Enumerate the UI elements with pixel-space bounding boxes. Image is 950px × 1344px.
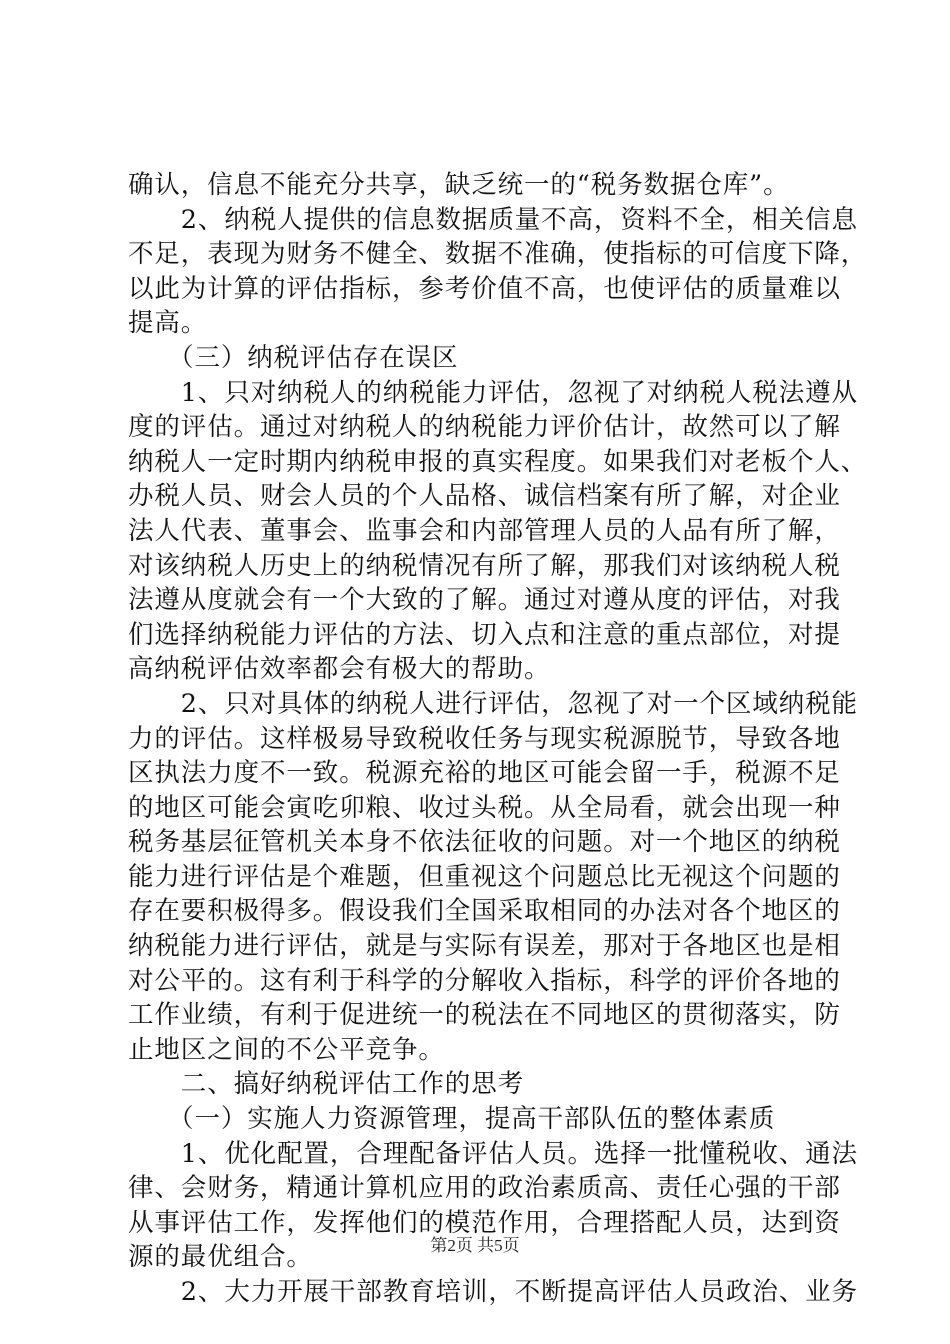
text-line: 纳税能力进行评估，就是与实际有误差，那对于各地区也是相 [128, 931, 841, 962]
text-line: 2、大力开展干部教育培训，不断提高评估人员政治、业务 [128, 1277, 858, 1307]
text-line: 的地区可能会寅吃卯粮、收过头税。从全局看，就会出现一种 [128, 792, 841, 823]
text-line: 1、只对纳税人的纳税能力评估，忽视了对纳税人税法遵从 [128, 377, 858, 408]
text-line: 工作业绩，有利于促进统一的税法在不同地区的贯彻落实，防 [128, 1000, 841, 1031]
text-line: 法人代表、董事会、监事会和内部管理人员的人品有所了解， [128, 515, 841, 546]
text-line: 们选择纳税能力评估的方法、切入点和注意的重点部位，对提 [128, 619, 841, 650]
text-line: 从事评估工作，发挥他们的模范作用，合理搭配人员，达到资 [128, 1207, 841, 1238]
text-line: 不足，表现为财务不健全、数据不准确，使指标的可信度下降， [128, 239, 868, 270]
text-line: 能力进行评估是个难题，但重视这个问题总比无视这个问题的 [128, 861, 841, 892]
text-line: 止地区之间的不公平竞争。 [128, 1034, 445, 1065]
text-line: 律、会财务，精通计算机应用的政治素质高、责任心强的干部 [128, 1173, 841, 1204]
text-line: 度的评估。通过对纳税人的纳税能力评价估计，故然可以了解 [128, 412, 841, 443]
text-line: 确认，信息不能充分共享，缺乏统一的“税务数据仓库”。 [128, 170, 790, 200]
text-line: 2、纳税人提供的信息数据质量不高，资料不全，相关信息 [128, 204, 858, 235]
text-line: 税务基层征管机关本身不依法征收的问题。对一个地区的纳税 [128, 827, 841, 858]
text-line: 以此为计算的评估指标，参考价值不高，也使评估的质量难以 [128, 273, 841, 304]
text-line: 力的评估。这样极易导致税收任务与现实税源脱节，导致各地 [128, 723, 841, 754]
text-line: 高纳税评估效率都会有极大的帮助。 [128, 654, 551, 685]
text-line: 源的最优组合。 [128, 1242, 313, 1273]
text-line: 1、优化配置，合理配备评估人员。选择一批懂税收、通法 [128, 1138, 858, 1169]
text-line: 二、搞好纳税评估工作的思考 [128, 1069, 525, 1100]
document-body [128, 168, 868, 1310]
text-line: 纳税人一定时期内纳税申报的真实程度。如果我们对老板个人、 [128, 446, 868, 477]
text-line: 法遵从度就会有一个大致的了解。通过对遵从度的评估，对我 [128, 585, 841, 616]
text-line: （一）实施人力资源管理，提高干部队伍的整体素质 [128, 1104, 776, 1135]
page-footer: 第2页 共5页 [430, 1236, 520, 1255]
text-line: 对公平的。这有利于科学的分解收入指标，科学的评价各地的 [128, 965, 841, 996]
text-line: 区执法力度不一致。税源充裕的地区可能会留一手，税源不足 [128, 758, 841, 789]
text-line: 提高。 [128, 308, 208, 339]
text-line: 对该纳税人历史上的纳税情况有所了解，那我们对该纳税人税 [128, 550, 841, 581]
text-line: 存在要积极得多。假设我们全国采取相同的办法对各个地区的 [128, 896, 841, 927]
text-line: 办税人员、财会人员的个人品格、诚信档案有所了解，对企业 [128, 481, 841, 512]
text-line: 2、只对具体的纳税人进行评估，忽视了对一个区域纳税能 [128, 688, 858, 719]
text-line: （三）纳税评估存在误区 [128, 342, 459, 373]
